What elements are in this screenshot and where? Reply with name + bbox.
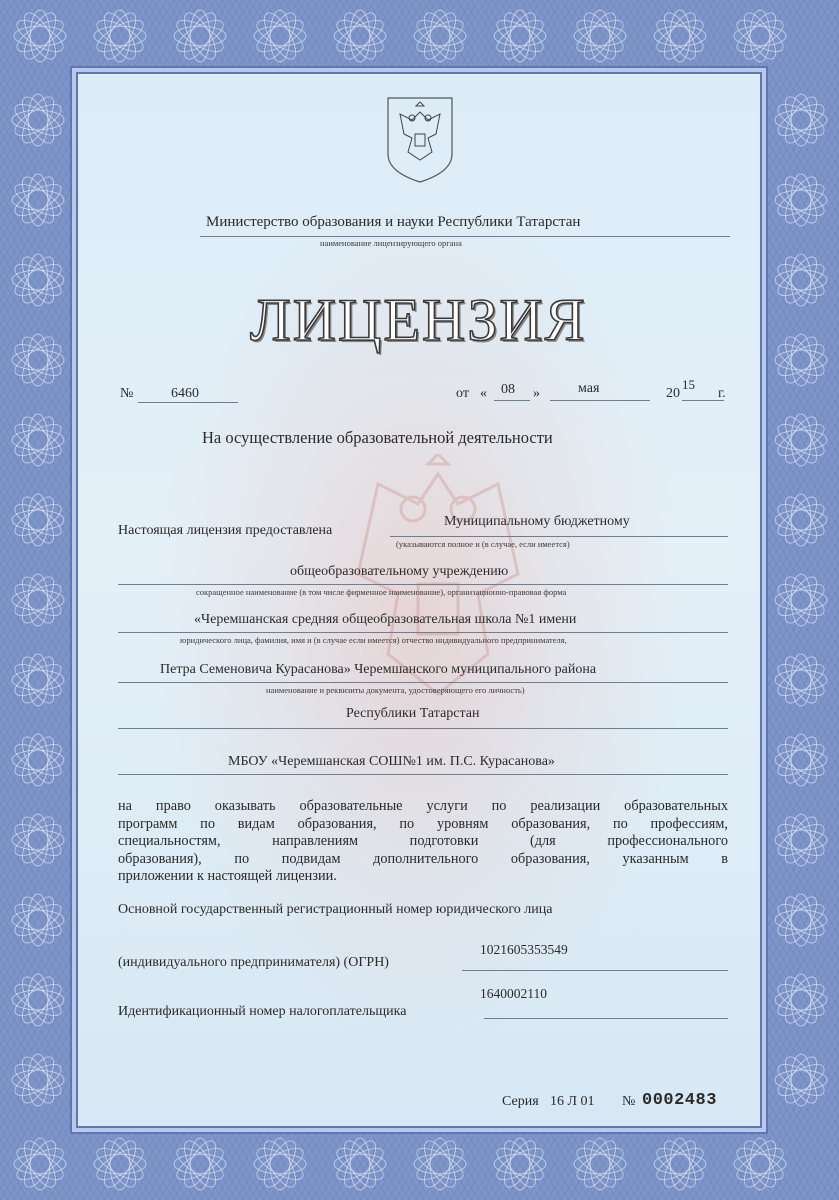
year-suffix: 15 xyxy=(682,377,695,392)
grantee-line-1: Муниципальному бюджетному xyxy=(444,514,630,529)
grantee-line-3: «Черемшанская средняя общеобразовательная школа №1 имени xyxy=(194,612,577,627)
border-rosette xyxy=(774,333,829,388)
grantee-caption-3: юридического лица, фамилия, имя и (в случае если имеется) отчество индивидуального предпринимателя, xyxy=(180,635,567,645)
border-rosette xyxy=(774,413,829,468)
date-quote-open: « xyxy=(480,386,487,401)
border-rosette xyxy=(253,1137,308,1192)
year-label: г. xyxy=(718,386,726,401)
border-rosette xyxy=(333,9,388,64)
inn-underline xyxy=(484,1018,728,1019)
inn-value: 1640002110 xyxy=(480,986,547,1001)
grantee-underline-6 xyxy=(118,774,728,775)
rights-line: специальностям, направлениям подготовки (для профессионального xyxy=(118,833,728,849)
border-rosette xyxy=(493,9,548,64)
border-rosette xyxy=(11,413,66,468)
border-rosette xyxy=(11,253,66,308)
grantee-intro: Настоящая лицензия предоставлена xyxy=(118,523,333,538)
document-body xyxy=(78,74,760,1126)
border-rosette xyxy=(774,973,829,1028)
series-value: 16 Л 01 xyxy=(550,1094,595,1109)
border-rosette xyxy=(11,653,66,708)
license-number: 6460 xyxy=(171,386,199,401)
license-purpose: На осуществление образовательной деятельности xyxy=(202,428,553,447)
border-rosette xyxy=(11,973,66,1028)
border-rosette xyxy=(733,9,788,64)
grantee-caption-1: (указываются полное и (в случае, если имеется) xyxy=(396,539,570,549)
border-rosette xyxy=(774,93,829,148)
grantee-line-4: Петра Семеновича Курасанова» Черемшанского муниципального района xyxy=(160,662,597,677)
border-rosette xyxy=(774,573,829,628)
border-rosette xyxy=(93,1137,148,1192)
date-day: 08 xyxy=(501,382,515,397)
number-underline xyxy=(138,402,238,403)
border-rosette xyxy=(573,1137,628,1192)
rights-line: на право оказывать образовательные услуги по реализации образовательных xyxy=(118,798,728,814)
grantee-underline-2 xyxy=(118,584,728,585)
border-rosette xyxy=(774,1053,829,1108)
border-rosette xyxy=(173,1137,228,1192)
ogrn-label-2: (индивидуального предпринимателя) (ОГРН) xyxy=(118,955,389,970)
border-rosette xyxy=(733,1137,788,1192)
border-rosette xyxy=(13,9,68,64)
border-rosette xyxy=(11,1053,66,1108)
border-rosette xyxy=(493,1137,548,1192)
ogrn-underline xyxy=(462,970,728,971)
day-underline xyxy=(494,400,530,401)
rights-paragraph xyxy=(118,798,728,886)
number-symbol: № xyxy=(120,386,134,401)
border-rosette xyxy=(11,493,66,548)
border-rosette xyxy=(11,573,66,628)
grantee-short-name: МБОУ «Черемшанская СОШ№1 им. П.С. Курасанова» xyxy=(228,754,555,769)
year-prefix: 20 xyxy=(666,386,680,401)
border-rosette xyxy=(774,493,829,548)
ogrn-label-1: Основной государственный регистрационный номер юридического лица xyxy=(118,902,553,917)
border-rosette xyxy=(653,9,708,64)
grantee-underline-4 xyxy=(118,682,728,683)
border-rosette xyxy=(774,653,829,708)
border-rosette xyxy=(653,1137,708,1192)
border-rosette xyxy=(173,9,228,64)
grantee-underline-3 xyxy=(118,632,728,633)
border-rosette xyxy=(413,9,468,64)
series-number: 0002483 xyxy=(642,1091,717,1110)
ogrn-value: 1021605353549 xyxy=(480,942,568,957)
border-rosette xyxy=(93,9,148,64)
date-quote-close: » xyxy=(533,386,540,401)
date-month: мая xyxy=(578,381,600,396)
rights-line: программ по видам образования, по уровням образования, по профессиям, xyxy=(118,815,728,832)
border-rosette xyxy=(13,1137,68,1192)
border-rosette xyxy=(774,173,829,228)
border-rosette xyxy=(774,253,829,308)
rights-line: образования), по подвидам дополнительного образования, указанным в xyxy=(118,850,728,867)
issuer-name: Министерство образования и науки Республики Татарстан xyxy=(206,214,581,230)
border-rosette xyxy=(774,813,829,868)
grantee-caption-2: сокращенное наименование (в том числе фирменное наименование), организационно-правовая форма xyxy=(196,587,567,597)
month-underline xyxy=(550,400,650,401)
date-from-label: от xyxy=(456,386,469,401)
coat-of-arms-icon xyxy=(384,94,456,184)
border-rosette xyxy=(11,173,66,228)
border-rosette xyxy=(573,9,628,64)
border-rosette xyxy=(11,813,66,868)
border-rosette xyxy=(774,733,829,788)
rights-line: приложении к настоящей лицензии. xyxy=(118,868,337,884)
inn-label: Идентификационный номер налогоплательщика xyxy=(118,1004,407,1019)
grantee-caption-4: наименование и реквизиты документа, удостоверяющего его личность) xyxy=(266,685,525,695)
border-rosette xyxy=(333,1137,388,1192)
border-rosette xyxy=(413,1137,468,1192)
border-rosette xyxy=(11,893,66,948)
border-rosette xyxy=(11,333,66,388)
grantee-underline-1 xyxy=(390,536,728,537)
border-rosette xyxy=(11,93,66,148)
series-number-symbol: № xyxy=(622,1094,636,1109)
document-title: ЛИЦЕНЗИЯ xyxy=(250,287,587,353)
series-label: Серия xyxy=(502,1094,539,1109)
issuer-underline xyxy=(200,236,730,237)
border-rosette xyxy=(11,733,66,788)
grantee-line-2: общеобразовательному учреждению xyxy=(290,564,509,579)
grantee-line-5: Республики Татарстан xyxy=(346,706,480,721)
grantee-underline-5 xyxy=(118,728,728,729)
issuer-caption: наименование лицензирующего органа xyxy=(320,238,462,248)
border-rosette xyxy=(774,893,829,948)
border-rosette xyxy=(253,9,308,64)
